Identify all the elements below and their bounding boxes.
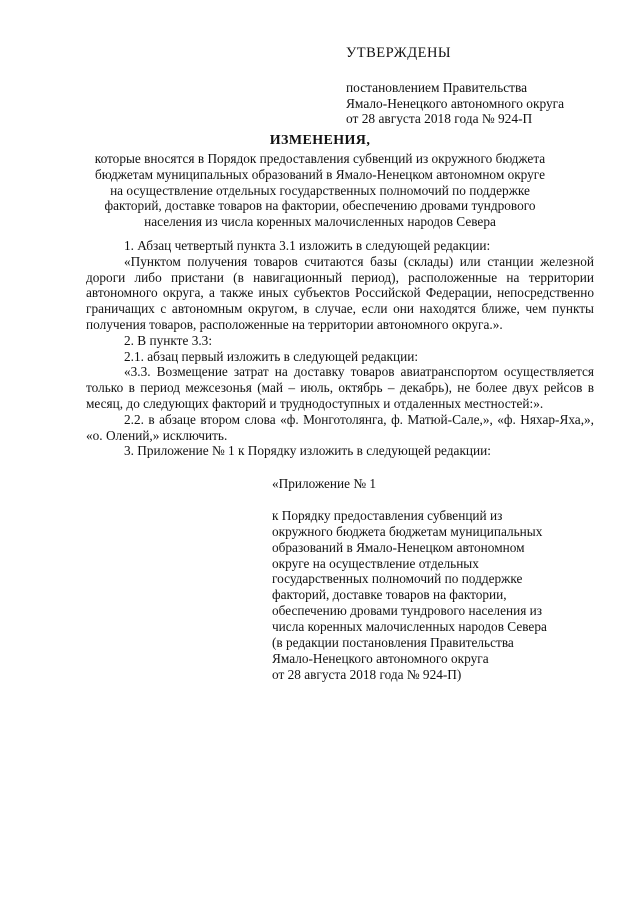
appendix-line: к Порядку предоставления субвенций из	[272, 507, 503, 523]
document-body	[86, 238, 594, 459]
paragraph-2-1-quote: «3.3. Возмещение затрат на доставку товаров авиатранспортом осуществляется только в период межсезонья (май – июль, октябрь – декабрь), не более двух рейсов в месяц, до следующих факторий и труднодоступных и отдаленных местностей:».	[86, 364, 594, 411]
approval-line: постановлением Правительства	[346, 80, 528, 95]
appendix-line: числа коренных малочисленных народов Севера	[272, 619, 547, 635]
approval-title: УТВЕРЖДЕНЫ	[346, 45, 452, 61]
appendix-line: Ямало-Ненецкого автономного округа	[272, 650, 489, 666]
appendix-line: округе на осуществление отдельных	[272, 555, 479, 571]
appendix-line: государственных полномочий по поддержке	[272, 571, 523, 587]
appendix-header	[272, 476, 547, 683]
subtitle-line: бюджетам муниципальных образований в Ямало-Ненецком автономном округе	[95, 166, 545, 182]
paragraph-1: 1. Абзац четвертый пункта 3.1 изложить в следующей редакции:	[124, 238, 491, 253]
document-title: ИЗМЕНЕНИЯ,	[269, 133, 371, 148]
appendix-line: образований в Ямало-Ненецком автономном	[272, 539, 525, 555]
paragraph-2-1: 2.1. абзац первый изложить в следующей редакции:	[124, 348, 419, 364]
document-subtitle	[86, 151, 554, 230]
paragraph-2-2: 2.2. в абзаце втором слова «ф. Монготолянга, ф. Матюй-Сале,», «ф. Няхар-Яха,», «о. Олений,» исключить.	[86, 411, 594, 443]
appendix-title: «Приложение № 1	[272, 476, 376, 491]
appendix-line: факторий, доставке товаров на фактории,	[272, 587, 507, 603]
appendix-spacer	[272, 492, 547, 508]
appendix-line: от 28 августа 2018 года № 924-П)	[272, 666, 462, 682]
paragraph-2: 2. В пункте 3.3:	[124, 332, 213, 348]
paragraph-1-quote: «Пунктом получения товаров считаются базы (склады) или станции железной дороги либо пристани (в навигационный период), расположенные на территории автономного округа, а также иных субъектов Российской Федерации, непосредственно граничащих с автономным округом, в случае, если они находятся ближе, чем пункты получения товаров, расположенные на территории автономного округа.».	[86, 253, 594, 332]
subtitle-line: факторий, доставке товаров на фактории, обеспечению дровами тундрового	[104, 198, 536, 214]
approval-line: Ямало-Ненецкого автономного округа	[346, 95, 565, 111]
appendix-line: обеспечению дровами тундрового населения из	[272, 603, 543, 619]
subtitle-line: на осуществление отдельных государственных полномочий по поддержке	[110, 182, 530, 198]
subtitle-line: населения из числа коренных малочисленных народов Севера	[144, 214, 496, 230]
approval-block	[346, 80, 564, 127]
paragraph-3: 3. Приложение № 1 к Порядку изложить в следующей редакции:	[124, 443, 491, 459]
appendix-line: окружного бюджета бюджетам муниципальных	[272, 523, 543, 539]
appendix-line: (в редакции постановления Правительства	[272, 635, 514, 651]
subtitle-line: которые вносятся в Порядок предоставления субвенций из окружного бюджета	[94, 151, 546, 166]
approval-line: от 28 августа 2018 года № 924-П	[346, 111, 533, 126]
